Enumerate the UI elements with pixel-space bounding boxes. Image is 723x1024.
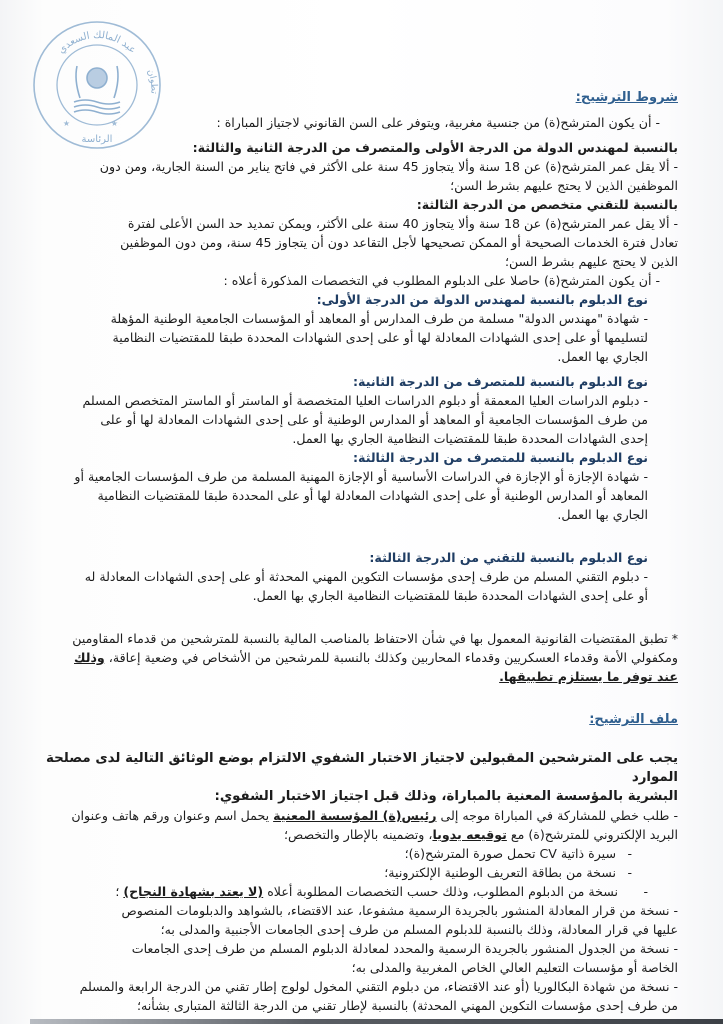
table-line-1: - نسخة من الجدول المنشور بالجريدة الرسمية والمحدد لمعادلة الدبلوم المسلم من طرف إحدى الجامعات (131, 941, 678, 956)
diploma-heading: نوع الدبلوم بالنسبة للمتصرف من الدرجة الثالثة: (353, 450, 648, 465)
document-body (38, 88, 678, 1015)
request-recipient: رئيس(ة) المؤسسة المعنية (273, 808, 437, 823)
list-item-diploma-copy (38, 882, 648, 901)
diploma-line: لتسليمها أو على إحدى الشهادات المعادلة لها أو على إحدى الشهادات المحددة طبقا للمقتضيات النظامية (112, 330, 648, 345)
application-intro-2: البشرية بالمؤسسة المعنية بالمباراة، وذلك قبل اجتياز الاختبار الشفوي: (214, 789, 678, 804)
diploma-heading: نوع الدبلوم بالنسبة لمهندس الدولة من الدرجة الأولى: (316, 292, 648, 307)
bac-line-1: - نسخة من شهادة البكالوريا (أو عند الاقتضاء، من دبلوم التقني المخول لولوج إطار تقني من الدرجة الرابعة والمسلم (79, 979, 678, 994)
request-signature: توقيعه يدويا (432, 827, 507, 842)
engineers-age-line-2: الموظفين الذين لا يحتج عليهم بشرط السن؛ (450, 178, 678, 193)
list-item-cv (38, 844, 632, 863)
diploma-heading: نوع الدبلوم بالنسبة للمتصرف من الدرجة الثانية: (353, 374, 648, 389)
star-icon: ★ (62, 119, 70, 128)
diploma-line: المعاهد أو المدارس الوطنية أو على إحدى الشهادات المعادلة لها أو على المحددة طبقا للمقتضيات النظامية (97, 488, 648, 503)
tech-age-line-2: تعادل فترة الخدمات الصحيحة أو الممكن تصحيحها لأجل التقاعد دون أن يتجاوز 45 سنة، ومن دون الموظفين (120, 235, 678, 250)
diploma-line: إحدى الشهادات المحددة طبقا للمقتضيات النظامية الجاري بها العمل. (292, 431, 648, 446)
bullet-dash: - (627, 865, 632, 880)
list-item-text: نسخة من بطاقة التعريف الوطنية الإلكترونية؛ (384, 865, 616, 880)
bullet-dash: - (627, 846, 632, 861)
section-title-application-file: ملف الترشيح: (589, 712, 678, 727)
tech-age-heading: بالنسبة للتقني متخصص من الدرجة الثالثة: (416, 197, 678, 212)
diploma-line: الجاري بها العمل. (557, 349, 648, 364)
diploma-heading: نوع الدبلوم بالنسبة للتقني من الدرجة الثالثة: (369, 550, 648, 565)
request-text: ، وتضمينه بالإطار والتخصص؛ (284, 827, 433, 842)
star-icon: ★ (110, 119, 118, 128)
equivalence-line-2: عليها في قرار المعادلة، وذلك بالنسبة للدبلوم المسلم من طرف إحدى الجامعات الأجنبية والمدلى به؛ (160, 922, 678, 937)
application-intro-1: يجب على المترشحين المقبولين لاجتياز الاختبار الشفوي الالتزام بوضع الوثائق التالية لدى مصلحة الموارد (46, 751, 678, 785)
bullet-dash: - (643, 884, 648, 899)
stamp-top-text: عبد المالك السعدي (56, 29, 138, 56)
legal-note-line-2 (38, 648, 678, 667)
bac-line-2: من طرف إحدى مؤسسات التكوين المهني المحدثة) بالنسبة لإطار تقني من الدرجة الثالثة المتبارى بشأنه؛ (137, 998, 678, 1013)
scan-edge-shadow (30, 1019, 723, 1024)
stamp-side-text: تطوان (144, 68, 159, 95)
list-item-text: سيرة ذاتية CV تحمل صورة المترشح(ة)؛ (404, 846, 616, 861)
diploma-line: - دبلوم الدراسات العليا المعمقة أو دبلوم الدراسات العليا المتخصصة أو الماستر أو الماستر المتخصص المسلم (82, 393, 648, 408)
legal-note-line-3: عند توفر ما يستلزم تطبيقها. (499, 669, 678, 684)
diploma-type-block (38, 290, 648, 605)
request-text: البريد الإلكتروني للمترشح(ة) مع (506, 827, 678, 842)
stamp-bottom-text: الرئاسة (81, 134, 113, 145)
legal-note-line-1: * تطبق المقتضيات القانونية المعمول بها في شأن الاحتفاظ بالمناصب المالية بالنسبة للمترشحين من قدماء المقاومين (72, 631, 678, 646)
request-letter-line-2 (38, 825, 678, 844)
legal-note-text: ومكفولي الأمة وقدماء العسكريين وقدماء المحاربين وكذلك بالنسبة للمرشحين من الأشخاص في وضعية إعاقة، (104, 650, 678, 665)
engineers-age-heading: بالنسبة لمهندس الدولة من الدرجة الأولى والمتصرف من الدرجة الثانية والثالثة: (192, 140, 678, 155)
request-letter-line-1 (38, 806, 678, 825)
list-item-id-card (38, 863, 632, 882)
diploma-line: من طرف المؤسسات الجامعية أو المعاهد أو المدارس الوطنية أو على إحدى الشهادات المعادلة لها أو على (100, 412, 648, 427)
list-item-emphasis: (لا يعتد بشهادة النجاح) (123, 884, 264, 899)
engineers-age-line-1: - ألا يقل عمر المترشح(ة) عن 18 سنة وألا يتجاوز 45 سنة على الأكثر في فاتح يناير من السنة الجارية، ومن دون (99, 159, 678, 174)
equivalence-line-1: - نسخة من قرار المعادلة المنشور بالجريدة الرسمية مشفوعا، عند الاقتضاء، بالشواهد والدبلومات المنصوص (121, 903, 678, 918)
diploma-requirement: - أن يكون المترشح(ة) حاصلا على الدبلوم المطلوب في التخصصات المذكورة أعلاه : (223, 273, 660, 288)
nationality-condition: - أن يكون المترشح(ة) من جنسية مغربية، ويتوفر على السن القانوني لاجتياز المباراة : (216, 115, 660, 130)
diploma-line: - دبلوم التقني المسلم من طرف إحدى مؤسسات التكوين المهني المحدثة أو على إحدى الشهادات المعادلة له (84, 569, 648, 584)
diploma-line: الجاري بها العمل. (557, 507, 648, 522)
section-title-conditions: شروط الترشيح: (575, 90, 678, 105)
request-text: يحمل اسم وعنوان ورقم هاتف وعنوان (71, 808, 274, 823)
list-item-text: ؛ (115, 884, 124, 899)
diploma-line: - شهادة الإجازة أو الإجازة في الدراسات الأساسية أو الإجازة المهنية المسلمة من طرف المؤسسات الجامعية أو (74, 469, 648, 484)
tech-age-line-3: الذين لا يحتج عليهم بشرط السن؛ (505, 254, 678, 269)
request-text: - طلب خطي للمشاركة في المباراة موجه إلى (436, 808, 678, 823)
legal-note-emphasis: وذلك (74, 650, 105, 665)
table-line-2: الخاصة أو مؤسسات التعليم العالي الخاص المغربية والمدلى به؛ (351, 960, 678, 975)
list-item-text: نسخة من الدبلوم المطلوب، وذلك حسب التخصصات المطلوبة أعلاه (263, 884, 618, 899)
tech-age-line-1: - ألا يقل عمر المترشح(ة) عن 18 سنة وألا يتجاوز 40 سنة على الأكثر، ويمكن تمديد حد السن الأعلى لفترة (127, 216, 678, 231)
diploma-line: - شهادة "مهندس الدولة" مسلمة من طرف المدارس أو المعاهد أو المؤسسات الجامعية الوطنية المؤهلة (110, 311, 648, 326)
diploma-line: أو على إحدى الشهادات المحددة طبقا للمقتضيات النظامية الجاري بها العمل. (252, 588, 648, 603)
